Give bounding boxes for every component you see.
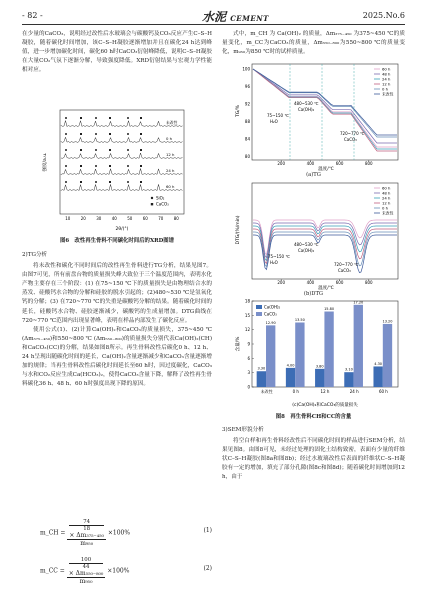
paragraph: 式中，m_CH 为 Ca(OH)₂ 的质量，Δm₃₇₅₋₄₅₀ 为375~450 ℃的质量变化，m_CC为CaCO₃的质量，Δm₅₅₀₋₈₀₀为550~800 ℃的质量变化，m₉₅₀为850 ℃时的试样质量。 <box>222 31 405 56</box>
svg-text:TG/%: TG/% <box>236 104 241 118</box>
xtick: 600 <box>335 280 344 285</box>
bar-category-label: 0 h <box>292 389 299 394</box>
caco3-marker <box>140 181 142 183</box>
page-header <box>22 8 405 24</box>
issue-number: 2025.No.6 <box>362 11 405 20</box>
ytick: 96 <box>244 84 250 89</box>
equation-1: m_CH = 74 18 × Δm₃₇₅₋₄₅₀ m₉₅₀ ×100% (1) <box>40 519 212 547</box>
bar-ytick: 3 <box>247 370 250 376</box>
xtick: 200 <box>277 161 286 166</box>
bar-value-label: 4.00 <box>286 363 295 368</box>
sio2-marker <box>127 117 129 119</box>
ytick: 88 <box>244 119 250 124</box>
right-column-top <box>222 30 405 57</box>
caco3-marker <box>109 117 111 119</box>
equation-2: m_CC = 100 44 × Δm₅₅₀₋₈₀₀ m₉₅₀ ×100% (2) <box>40 557 212 585</box>
sio2-marker <box>65 149 67 151</box>
sio2-marker <box>95 133 97 135</box>
bar-caco3 <box>295 323 304 388</box>
xrd-xtick: 10 <box>65 216 71 221</box>
fig7a-label: (a)TG <box>306 172 321 178</box>
paragraph: 将空白样和再生骨料经改性后不同碳化时间的样品进行SEM分析，结果见图8。由图8可见，未经过处理的固化土结构致密，表面有少量的纤维状C–S–H凝胶(图8a和图8b)；经过水玻璃改性后表面的纤维状C–S–H凝胶有一定的增加，填充了部分孔隙(图8c和图8d)；随着碳化时间增加到12 h，由于 <box>222 438 405 481</box>
caco3-marker <box>109 133 111 135</box>
xrd-curve-label: 0 h <box>166 136 173 141</box>
bar-category-label: 24 h <box>349 389 359 394</box>
journal-logo: 水泥 CEMENT <box>202 10 269 24</box>
ytick: 80 <box>244 154 250 159</box>
sio2-marker <box>127 181 129 183</box>
legend-label: 48 h <box>382 71 391 77</box>
fig6-caption: 图6 改性再生骨料不同碳化时间后的XRD图谱 <box>59 238 175 244</box>
left-column-body <box>22 249 212 389</box>
bar-value-label: 12.90 <box>265 320 276 325</box>
caco3-marker <box>140 165 142 167</box>
xrd-ylabel: 强度/a.u. <box>43 152 48 172</box>
xrd-chart <box>40 106 190 234</box>
tg-xticks <box>277 160 373 166</box>
bar-category-label: 未改性 <box>260 389 273 394</box>
svg-text:温度/℃: 温度/℃ <box>318 286 334 290</box>
svg-text:温度/℃: 温度/℃ <box>318 167 334 171</box>
svg-text:DTG/(%/min): DTG/(%/min) <box>236 215 241 245</box>
bar-ytick: 12 <box>244 327 250 333</box>
dtg-chart <box>234 180 402 290</box>
dtg-annotation: 480~530 ℃ <box>294 242 319 247</box>
sio2-marker <box>127 165 129 167</box>
xrd-xtick: 30 <box>96 216 102 221</box>
svg-text:H₂O: H₂O <box>270 260 278 265</box>
xtick: 800 <box>364 280 373 285</box>
sio2-marker <box>95 117 97 119</box>
header-divider <box>22 24 405 25</box>
caco3-marker <box>109 149 111 151</box>
legend-label: 0 h <box>382 86 389 92</box>
sio2-marker <box>65 165 67 167</box>
ytick: 100 <box>242 66 250 72</box>
sio2-marker <box>65 117 67 119</box>
tg-figure <box>234 61 402 171</box>
bar-value-label: 4.30 <box>374 361 383 366</box>
dtg-xticks <box>277 279 373 285</box>
xrd-xtick: 60 <box>142 216 148 221</box>
tg-chart <box>234 61 402 171</box>
bar-value-label: 3.30 <box>257 366 266 371</box>
sio2-marker <box>127 149 129 151</box>
xrd-xtick: 20 <box>80 216 86 221</box>
paragraph: 使用公式(1)、(2)计算Ca(OH)₂和CaCO₃的质量损失，375~450 ℃ (Δm₃₇₅₋₄₅₀)和550~800 ℃ (Δm₅₅₀₋₈₀₀)的质量损失分别代表Ca(OH)₂(CH)和CaCO₃(CC)的分解，结果如图8所示。再生骨料改性后碳化0 h、12 h、24 h呈现出随碳化时间的延长，Ca(OH)₂含量逐渐减少和CaCO₃含量逐渐增加的规律；当再生骨料改性后碳化时间延长至60 h时，因过度碳化，CaCO₃与水和CO₂反应生成Ca(HCO₃)₂，使得CaCO₃含量下降，解释了改性再生骨料碳化36 h、48 h、60 h时强度出现下降的原因。 <box>22 326 212 388</box>
svg-text:H₂O: H₂O <box>270 119 278 124</box>
xrd-curve-label: 未改性 <box>166 120 178 125</box>
legend-label: 未改性 <box>382 210 394 216</box>
bar-chart <box>234 298 402 410</box>
xtick: 400 <box>306 280 315 285</box>
sio2-marker <box>65 181 67 183</box>
xtick: 800 <box>364 161 373 166</box>
caco3-marker <box>80 149 82 151</box>
bar-ylabel: 含量/% <box>236 336 241 352</box>
svg-text:CaCO₃: CaCO₃ <box>344 137 357 142</box>
bar-category-label: 60 h <box>378 389 388 394</box>
bar-value-label: 13.20 <box>382 319 393 324</box>
caco3-marker <box>140 117 142 119</box>
caco3-marker <box>80 181 82 183</box>
bar-ytick: 0 <box>247 384 250 390</box>
xtick: 600 <box>335 161 344 166</box>
caco3-marker <box>80 165 82 167</box>
sio2-marker <box>127 133 129 135</box>
bar-caoh2 <box>257 371 266 387</box>
sio2-marker <box>95 165 97 167</box>
bar-figure <box>234 298 402 410</box>
bar-caco3 <box>383 324 392 387</box>
tg-annotation: 75~150 ℃ <box>267 113 289 118</box>
xrd-curve-label: 60 h <box>166 184 175 189</box>
bar-caoh2 <box>344 372 353 387</box>
bar-caoh2 <box>373 366 382 387</box>
bar-ytick: 18 <box>244 298 250 304</box>
xrd-xtick: 50 <box>127 216 133 221</box>
xrd-figure <box>40 106 190 234</box>
ytick: 92 <box>244 101 250 107</box>
bar-caco3 <box>266 325 275 387</box>
bar-caoh2 <box>315 369 324 387</box>
svg-text:CaCO₃: CaCO₃ <box>156 201 169 207</box>
page-number: - 82 - <box>22 11 43 20</box>
legend-label: 60 h <box>382 66 391 72</box>
fig7b-label: (b)DTG <box>303 291 324 297</box>
xrd-curve-label: 12 h <box>166 152 175 157</box>
bar-caoh2 <box>286 368 295 387</box>
bar-xticks <box>261 388 389 394</box>
caco3-marker <box>109 181 111 183</box>
right-column-bottom <box>222 424 405 483</box>
sio2-marker <box>95 149 97 151</box>
svg-text:CaCO₃: CaCO₃ <box>338 268 351 273</box>
caco3-marker <box>109 165 111 167</box>
caco3-marker <box>80 117 82 119</box>
dtg-annotation: 75~150 ℃ <box>268 254 290 259</box>
paragraph: 将未改性和碳化不同时间后的改性再生骨料进行TG分析，结果见图7。由图7可见，所有前盘台物的质量损失峰大致位于三个温度范围内，表明水化产物主要存在三个阶段：(1) 在75~150 ℃下的质量损失是由物理结合水的蒸发、硅酸钙水合物的分解和硅胶的脱水引起的；(2)480~530 ℃是氢氧化钙的分解；(3) 在720~770 ℃的失重是碳酸钙分解的结果。随着碳化时间的延长，硅酸钙水合物、硅胶逐渐减少，碳酸钙的生成量增加。DTG曲线在720~770 ℃范围内出现显著峰，表明在样品内部发生了碳化反应。 <box>22 263 212 324</box>
xrd-xticks <box>65 216 179 221</box>
paragraph: 在少量的CaCO₃，说明经过改性后水玻璃会与碳酸钙及CO₃反应产生C–S–H凝胶，随着碳化时间增加，该C–S–H凝胶逐渐增加并且在碳化24 h达到峰值，进一步增加碳化时间，碳化60 h时CaCO₃衍射峰降低，说明C–S–H凝胶在大量CO₂气氛下逐渐分解，导致强度降低。XRD衍射结果与宏观力学性能相对应。 <box>22 31 212 74</box>
dtg-figure <box>234 180 402 290</box>
section-heading: 2)TG分析 <box>22 252 48 258</box>
legend-label: 未改性 <box>382 91 394 97</box>
bar-caco3 <box>354 305 363 387</box>
legend-label: 12 h <box>382 81 391 87</box>
caco3-marker <box>80 133 82 135</box>
legend-label: 0 h <box>382 205 389 211</box>
left-column <box>22 30 212 75</box>
tg-annotation: 480~530 ℃ <box>294 101 319 106</box>
caco3-marker <box>140 149 142 151</box>
svg-text:Ca(OH)₂: Ca(OH)₂ <box>264 304 281 310</box>
dtg-annotation: 720~770 ℃ <box>334 262 359 267</box>
svg-text:Ca(OH)₂: Ca(OH)₂ <box>298 248 315 253</box>
sio2-marker <box>65 133 67 135</box>
sio2-marker <box>95 181 97 183</box>
legend-label: 60 h <box>382 185 391 191</box>
bar-value-label: 15.80 <box>324 307 335 312</box>
xtick: 400 <box>306 161 315 166</box>
bar-value-label: 3.80 <box>315 364 324 369</box>
caco3-marker <box>140 133 142 135</box>
fig8-caption: 图8 再生骨料CH和CC的含量 <box>275 414 352 420</box>
xtick: 200 <box>277 280 286 285</box>
bar-value-label: 17.20 <box>353 300 364 305</box>
xrd-xlabel: 2θ/(°) <box>115 227 129 232</box>
bar-category-label: 12 h <box>320 389 330 394</box>
bar-caco3 <box>324 312 333 387</box>
legend-label: 24 h <box>382 76 391 82</box>
legend-label: 24 h <box>382 195 391 201</box>
ytick: 84 <box>244 136 250 142</box>
tg-annotation: 720~770 ℃ <box>340 131 365 136</box>
tg-yticks <box>242 67 250 160</box>
xrd-xtick: 70 <box>158 216 164 221</box>
svg-text:CaCO₃: CaCO₃ <box>264 311 277 317</box>
bar-ytick: 15 <box>244 312 250 318</box>
svg-text:Ca(OH)₂: Ca(OH)₂ <box>298 107 315 112</box>
xrd-xtick: 80 <box>173 216 179 221</box>
xrd-xtick: 40 <box>111 216 117 221</box>
bar-ytick: 9 <box>247 341 250 347</box>
xrd-curve-label: 24 h <box>166 168 175 173</box>
bar-subtitle: (c)Ca(OH)₂和CaCO₃的质量损失 <box>292 403 358 408</box>
legend-label: 48 h <box>382 190 391 196</box>
bar-ytick: 6 <box>247 355 250 361</box>
section-heading: 3)SEM形貌分析 <box>222 427 264 433</box>
bar-value-label: 3.10 <box>345 367 353 372</box>
legend-label: 12 h <box>382 200 391 206</box>
svg-text:SiO₂: SiO₂ <box>156 195 165 201</box>
bar-value-label: 13.50 <box>294 318 305 322</box>
